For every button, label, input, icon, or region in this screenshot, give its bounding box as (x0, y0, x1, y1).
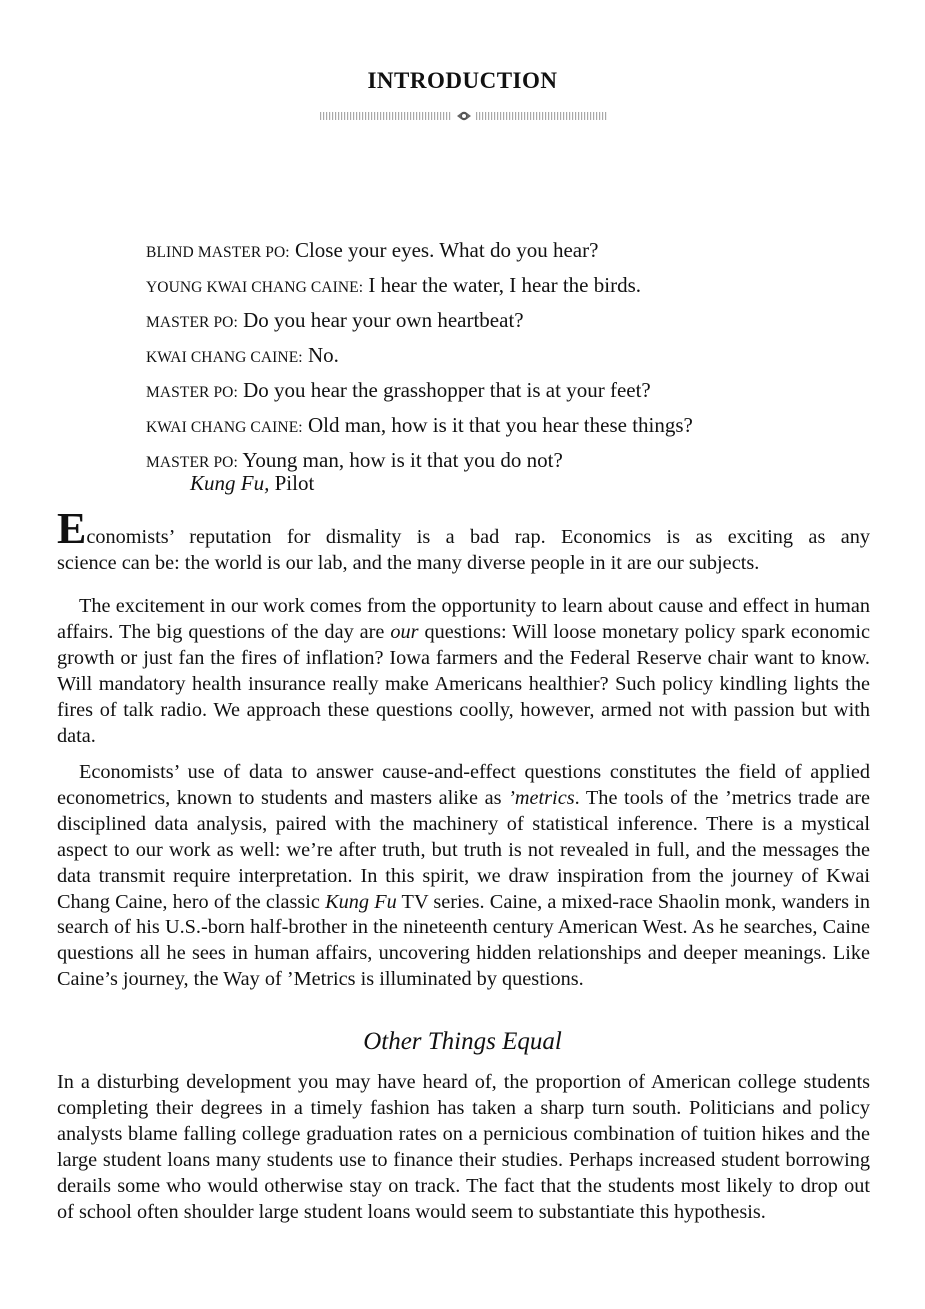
epigraph-dialogue (146, 233, 846, 496)
dialogue-line (146, 303, 846, 338)
paragraph-graduation: In a disturbing development you may have heard of, the proportion of American college students completing their degrees in a timely fashion has taken a sharp turn south. Politicians and policy analysts blame falling college graduation rates on a pernicious combination of tuition hikes and the large student loans many students use to finance their studies. Perhaps increased student borrowing derails some who would otherwise stay on track. The fact that the students most likely to drop out of school often shoulder large student loans would seem to substantiate this hypothesis. (57, 1071, 870, 1223)
ornament-rule-icon (320, 110, 608, 122)
dialogue-line (146, 408, 846, 443)
dialogue-line (146, 338, 846, 373)
text-run: . The tools of the ’metrics trade are disciplined data analysis, paired with the machinery of statistical inference. There is a mystical aspect to our work as well: we’re after truth, but truth is not revealed in full, and the messages the data transmit require interpretation. In this spirit, we draw inspiration from the journey of Kwai Chang Caine, hero of the classic (57, 786, 870, 913)
emphasis-text: our (390, 620, 419, 643)
dialogue-text: Do you hear your own heartbeat? (243, 308, 524, 332)
dialogue-text: Young man, how is it that you do not? (242, 448, 563, 472)
opening-first-line (57, 504, 870, 553)
speaker-name: MASTER PO: (146, 454, 238, 471)
speaker-name: MASTER PO: (146, 314, 238, 331)
paragraph-opening (57, 504, 870, 577)
emphasis-text: Kung Fu (325, 890, 397, 913)
dialogue-text: No. (307, 343, 339, 367)
attribution-source: Pilot (269, 471, 315, 495)
section-heading: Other Things Equal (363, 1028, 562, 1055)
dialogue-text: I hear the water, I hear the birds. (368, 273, 642, 297)
page-title: INTRODUCTION (367, 68, 558, 93)
attribution-title: Kung Fu, (190, 471, 270, 495)
text-run: questions: Will loose monetary policy spark economic growth or just fan the fires of inflation? Iowa farmers and the Federal Reserve chair want to know. Will mandatory health insurance really make Americans healthier? Such policy kindling lights the fires of talk radio. We approach these questions coolly, however, armed not with passion but with data. (57, 620, 870, 747)
speaker-name: BLIND MASTER PO: (146, 244, 290, 261)
speaker-name: YOUNG KWAI CHANG CAINE: (146, 279, 364, 296)
dialogue-text: Old man, how is it that you hear these things? (307, 413, 693, 437)
dialogue-text: Do you hear the grasshopper that is at your feet? (243, 378, 651, 402)
speaker-name: KWAI CHANG CAINE: (146, 419, 303, 436)
emphasis-text: ’metrics (508, 786, 575, 809)
text-run: Economists’ use of data to answer cause-and-effect questions constitutes the field of applied econometrics, known to students and masters alike as (57, 761, 870, 809)
drop-cap: E (57, 504, 87, 553)
speaker-name: KWAI CHANG CAINE: (146, 349, 303, 366)
dialogue-line (146, 268, 846, 303)
dialogue-line (146, 373, 846, 408)
opening-first-line-text: conomists’ reputation for dismality is a bad rap. Economics is as exciting as any (86, 526, 870, 548)
speaker-name: MASTER PO: (146, 384, 238, 401)
text-run: The excitement in our work comes from the opportunity to learn about cause and effect in human affairs. The big questions of the day are (57, 595, 870, 643)
dialogue-text: Close your eyes. What do you hear? (294, 238, 599, 262)
dialogue-line (146, 233, 846, 268)
opening-rest-text: science can be: the world is our lab, and the many diverse people in it are our subjects. (57, 551, 760, 574)
text-run: TV series. Caine, a mixed-race Shaolin monk, wanders in search of his U.S.-born half-brother in the nineteenth century American West. As he searches, Caine questions all he sees in human affairs, uncovering hidden relationships and deeper meanings. Like Caine’s journey, the Way of ’Metrics is illuminated by questions. (57, 890, 870, 991)
paragraph-metrics (57, 760, 870, 993)
paragraph-excitement (57, 594, 870, 749)
